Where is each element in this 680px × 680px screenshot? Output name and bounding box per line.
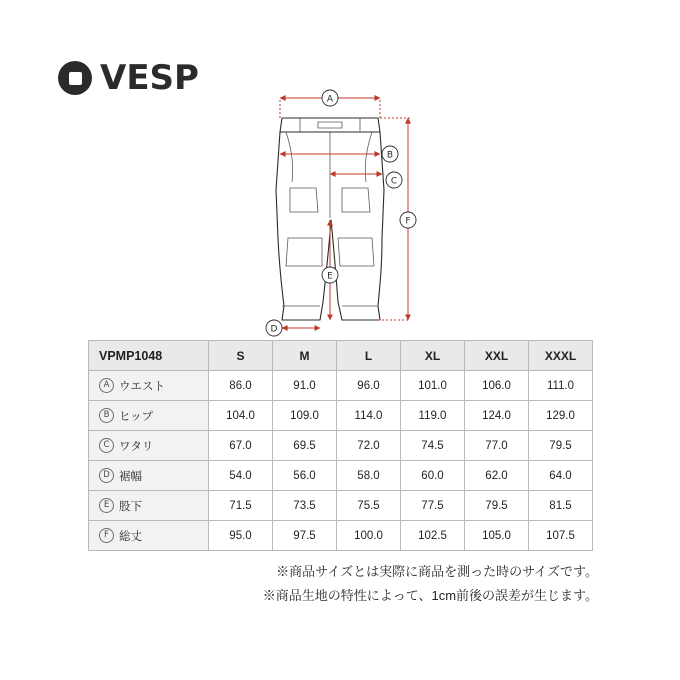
brand-logo xyxy=(58,58,199,98)
cell-thigh-xxxl: 79.5 xyxy=(529,431,593,461)
cell-hem-l: 58.0 xyxy=(337,461,401,491)
cell-inseam-xxxl: 81.5 xyxy=(529,491,593,521)
cell-waist-xl: 101.0 xyxy=(401,371,465,401)
cell-hem-s: 54.0 xyxy=(209,461,273,491)
cell-total-s: 95.0 xyxy=(209,521,273,551)
cell-hip-xl: 119.0 xyxy=(401,401,465,431)
row-label-hem xyxy=(89,461,209,491)
cell-total-l: 100.0 xyxy=(337,521,401,551)
row-label-thigh xyxy=(89,431,209,461)
product-code: VPMP1048 xyxy=(89,341,209,371)
marker-a-icon: A xyxy=(99,378,114,393)
size-header-s: S xyxy=(209,341,273,371)
note-line-1: ※商品サイズとは実際に商品を測った時のサイズです。 xyxy=(276,564,598,579)
table-row xyxy=(89,371,593,401)
cell-hem-xxxl: 64.0 xyxy=(529,461,593,491)
cell-hem-xl: 60.0 xyxy=(401,461,465,491)
cell-total-xl: 102.5 xyxy=(401,521,465,551)
cell-waist-l: 96.0 xyxy=(337,371,401,401)
cell-thigh-s: 67.0 xyxy=(209,431,273,461)
cell-thigh-xl: 74.5 xyxy=(401,431,465,461)
marker-e-icon: E xyxy=(99,498,114,513)
row-label-text: 裾幅 xyxy=(119,470,142,483)
row-label-inseam xyxy=(89,491,209,521)
cell-inseam-l: 75.5 xyxy=(337,491,401,521)
cell-inseam-m: 73.5 xyxy=(273,491,337,521)
size-table xyxy=(88,340,593,551)
cell-hip-xxxl: 129.0 xyxy=(529,401,593,431)
table-header-row xyxy=(89,341,593,371)
marker-f-icon: F xyxy=(99,528,114,543)
row-label-text: 総丈 xyxy=(119,530,142,543)
cell-hip-s: 104.0 xyxy=(209,401,273,431)
svg-text:F: F xyxy=(405,216,411,227)
row-label-waist xyxy=(89,371,209,401)
row-label-text: ヒップ xyxy=(119,410,154,423)
marker-c-icon: C xyxy=(99,438,114,453)
cell-inseam-xl: 77.5 xyxy=(401,491,465,521)
pants-measurement-diagram xyxy=(230,70,650,340)
row-label-text: 股下 xyxy=(119,500,142,513)
cell-thigh-xxl: 77.0 xyxy=(465,431,529,461)
brand-name: VESP xyxy=(100,58,199,98)
row-label-total-length xyxy=(89,521,209,551)
size-header-xxxl: XXXL xyxy=(529,341,593,371)
cell-waist-xxxl: 111.0 xyxy=(529,371,593,401)
cell-hip-l: 114.0 xyxy=(337,401,401,431)
cell-hip-xxl: 124.0 xyxy=(465,401,529,431)
cell-thigh-l: 72.0 xyxy=(337,431,401,461)
table-row xyxy=(89,461,593,491)
cell-hem-xxl: 62.0 xyxy=(465,461,529,491)
cell-hem-m: 56.0 xyxy=(273,461,337,491)
svg-text:A: A xyxy=(326,94,334,105)
svg-text:B: B xyxy=(386,150,394,161)
row-label-text: ワタリ xyxy=(119,440,154,453)
svg-text:C: C xyxy=(390,176,398,187)
cell-waist-s: 86.0 xyxy=(209,371,273,401)
marker-d-icon: D xyxy=(99,468,114,483)
cell-waist-xxl: 106.0 xyxy=(465,371,529,401)
size-header-l: L xyxy=(337,341,401,371)
note-line-2: ※商品生地の特性によって、1cm前後の誤差が生じます。 xyxy=(262,588,598,604)
cell-hip-m: 109.0 xyxy=(273,401,337,431)
cell-total-xxxl: 107.5 xyxy=(529,521,593,551)
cell-thigh-m: 69.5 xyxy=(273,431,337,461)
table-row xyxy=(89,491,593,521)
cell-inseam-xxl: 79.5 xyxy=(465,491,529,521)
cell-inseam-s: 71.5 xyxy=(209,491,273,521)
size-header-m: M xyxy=(273,341,337,371)
svg-text:D: D xyxy=(270,324,278,335)
size-header-xl: XL xyxy=(401,341,465,371)
table-row xyxy=(89,521,593,551)
cell-waist-m: 91.0 xyxy=(273,371,337,401)
svg-text:E: E xyxy=(327,271,333,282)
row-label-hip xyxy=(89,401,209,431)
size-header-xxl: XXL xyxy=(465,341,529,371)
table-row xyxy=(89,401,593,431)
cell-total-xxl: 105.0 xyxy=(465,521,529,551)
marker-b-icon: B xyxy=(99,408,114,423)
vesp-circle-logo-icon xyxy=(58,61,92,95)
table-row xyxy=(89,431,593,461)
row-label-text: ウエスト xyxy=(119,380,165,393)
cell-total-m: 97.5 xyxy=(273,521,337,551)
notes xyxy=(263,560,598,608)
